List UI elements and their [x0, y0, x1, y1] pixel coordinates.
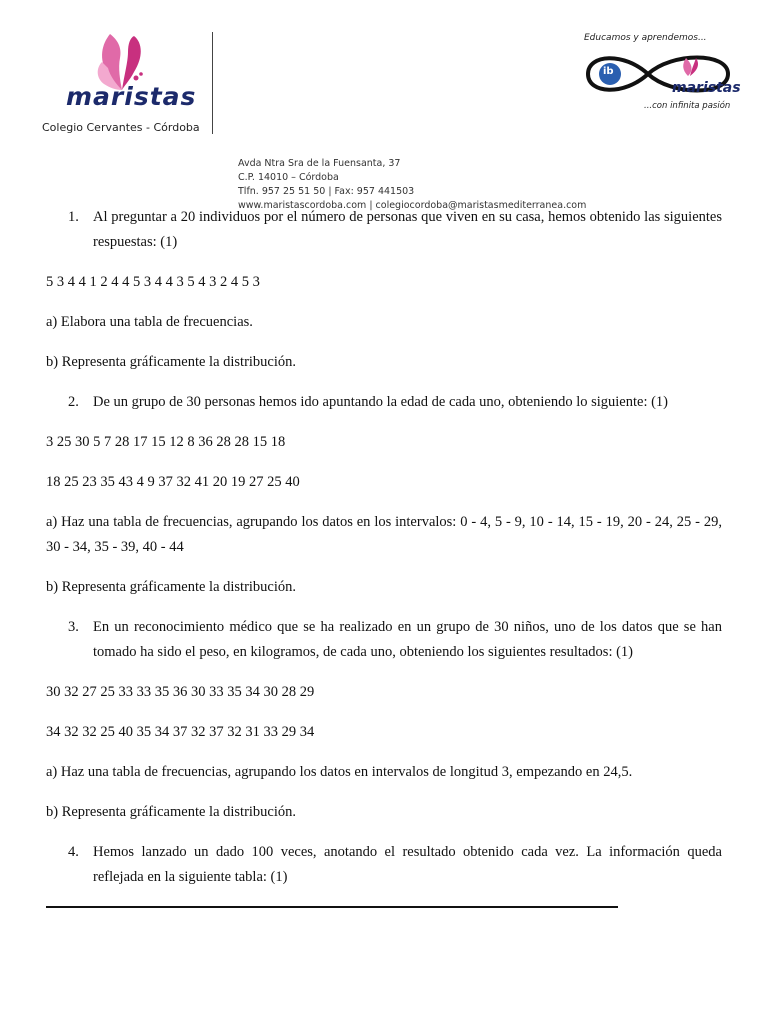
part-a: a) Haz una tabla de frecuencias, agrupando los datos en intervalos de longitud 3, empezando en 24,5. [46, 764, 633, 780]
data-line: 3 25 30 5 7 28 17 15 12 8 36 28 28 15 18 [46, 434, 286, 450]
question-number: 1. [68, 209, 79, 225]
part-b: b) Representa gráficamente la distribución. [46, 804, 297, 820]
brand-wordmark: maristas [66, 82, 197, 111]
data-line: 5 3 4 4 1 2 4 4 5 3 4 4 3 5 4 3 2 4 5 3 [46, 274, 260, 290]
question-2 [46, 390, 722, 415]
question-4 [46, 840, 722, 890]
question-text: Al preguntar a 20 individuos por el número de personas que viven en su casa, hemos obtenido las siguientes respuestas: (1) [93, 209, 722, 250]
address-phone: Tlfn. 957 25 51 50 | Fax: 957 441503 [238, 186, 415, 197]
brand-wordmark-right: maristas [672, 80, 741, 96]
bottom-rule [46, 906, 618, 908]
question-text: En un reconocimiento médico que se ha realizado en un grupo de 30 niños, uno de los datos que se han tomado ha sido el peso, en kilogramos, de cada uno, obteniendo los siguientes resultados: (1) [93, 619, 722, 660]
question-text: Hemos lanzado un dado 100 veces, anotando el resultado obtenido cada vez. La información queda reflejada en la siguiente tabla: (1) [93, 844, 722, 885]
question-number: 4. [68, 844, 79, 860]
header-divider [212, 32, 213, 134]
slogan-top: Educamos y aprendemos... [584, 33, 707, 43]
slogan-bottom: ...con infinita pasión [644, 101, 731, 111]
data-line: 30 32 27 25 33 33 35 36 30 33 35 34 30 28 29 [46, 684, 315, 700]
question-number: 3. [68, 619, 79, 635]
address-postal: C.P. 14010 – Córdoba [238, 172, 339, 183]
ib-badge-label: ib [603, 66, 614, 77]
data-line: 18 25 23 35 43 4 9 37 32 41 20 19 27 25 40 [46, 474, 300, 490]
question-3 [46, 615, 722, 665]
exercise-list [46, 205, 722, 890]
data-line: 34 32 32 25 40 35 34 37 32 37 32 31 33 29 34 [46, 724, 315, 740]
part-a: a) Elabora una tabla de frecuencias. [46, 314, 253, 330]
part-b: b) Representa gráficamente la distribución. [46, 354, 297, 370]
address-web-email[interactable]: www.maristascordoba.com | colegiocordoba@maristasmediterranea.com [238, 200, 587, 211]
address-street: Avda Ntra Sra de la Fuensanta, 37 [238, 158, 401, 169]
school-name: Colegio Cervantes - Córdoba [42, 121, 200, 134]
question-number: 2. [68, 394, 79, 410]
question-text: De un grupo de 30 personas hemos ido apuntando la edad de cada uno, obteniendo lo siguiente: (1) [93, 394, 669, 410]
part-b: b) Representa gráficamente la distribución. [46, 579, 297, 595]
part-a: a) Haz una tabla de frecuencias, agrupando los datos en los intervalos: 0 - 4, 5 - 9, 10 - 14, 15 - 19, 20 - 24, 25 - 29, 30 - 34, 35 - 39, 40 - 44 [46, 514, 722, 555]
question-1 [46, 205, 722, 255]
